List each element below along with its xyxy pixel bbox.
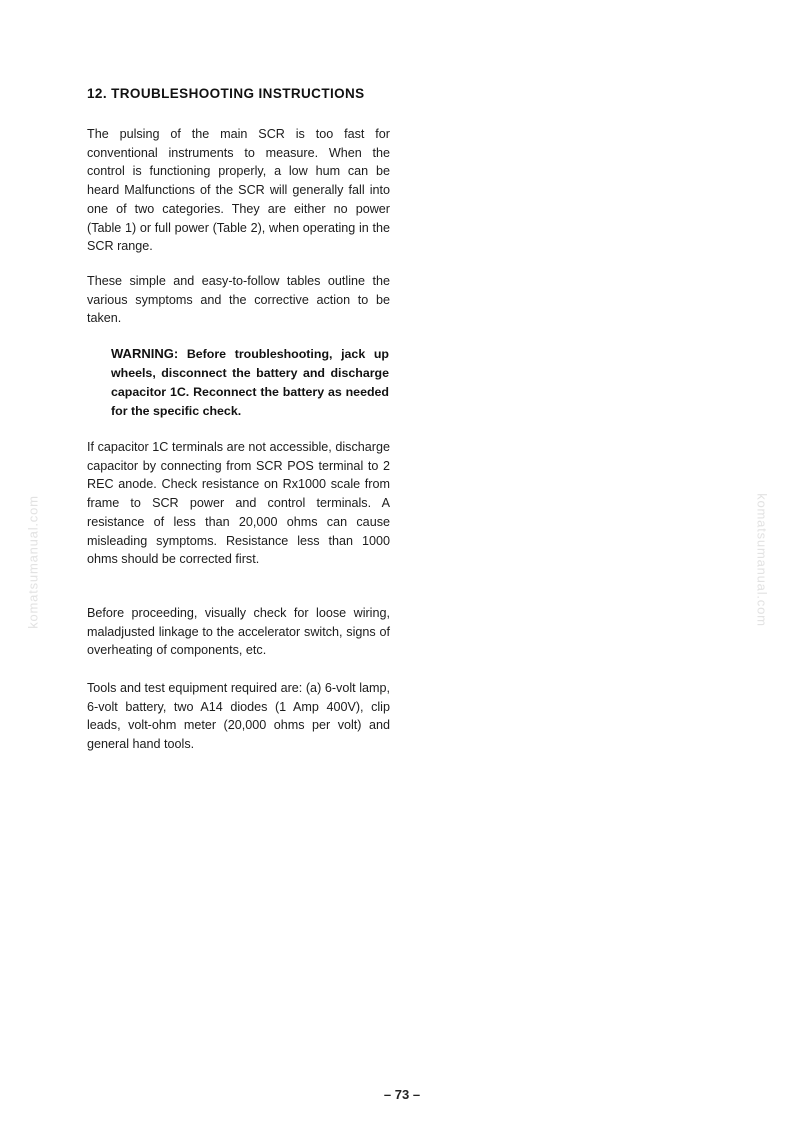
page-number: – 73 – <box>383 1087 421 1102</box>
watermark-left: komatsumanual.com <box>25 495 41 629</box>
warning-text: Before troubleshooting, jack up wheels, disconnect the battery and discharge capacitor 1C. Reconnect the battery as needed for the specific check. <box>111 347 389 418</box>
paragraph-visual-check: Before proceeding, visually check for loose wiring, maladjusted linkage to the accelerator switch, signs of overheating of components, etc. <box>87 606 390 658</box>
paragraph-tables-outline: These simple and easy-to-follow tables outline the various symptoms and the corrective action to be taken. <box>87 274 390 326</box>
paragraph-scr-pulsing: The pulsing of the main SCR is too fast for conventional instruments to measure. When the control is functioning properly, a low hum can be heard Malfunctions of the SCR will generally fall into one of two categories. They are either no power (Table 1) or full power (Table 2), when operating in the SCR range. <box>87 127 390 254</box>
watermark-right: komatsumanual.com <box>754 493 770 627</box>
warning-note <box>111 344 389 421</box>
section-heading: 12. TROUBLESHOOTING INSTRUCTIONS <box>87 86 365 101</box>
paragraph-tools-required: Tools and test equipment required are: (a) 6-volt lamp, 6-volt battery, two A14 diodes (1 Amp 400V), clip leads, volt-ohm meter (20,000 ohms per volt) and general hand tools. <box>87 681 390 752</box>
paragraph-capacitor-check: If capacitor 1C terminals are not accessible, discharge capacitor by connecting from SCR POS terminal to 2 REC anode. Check resistance on Rx1000 scale from frame to SCR power and control terminals. A resistance of less than 20,000 ohms can cause misleading symptoms. Resistance less than 1000 ohms should be corrected first. <box>87 440 390 567</box>
warning-label: WARNING: <box>111 346 179 361</box>
